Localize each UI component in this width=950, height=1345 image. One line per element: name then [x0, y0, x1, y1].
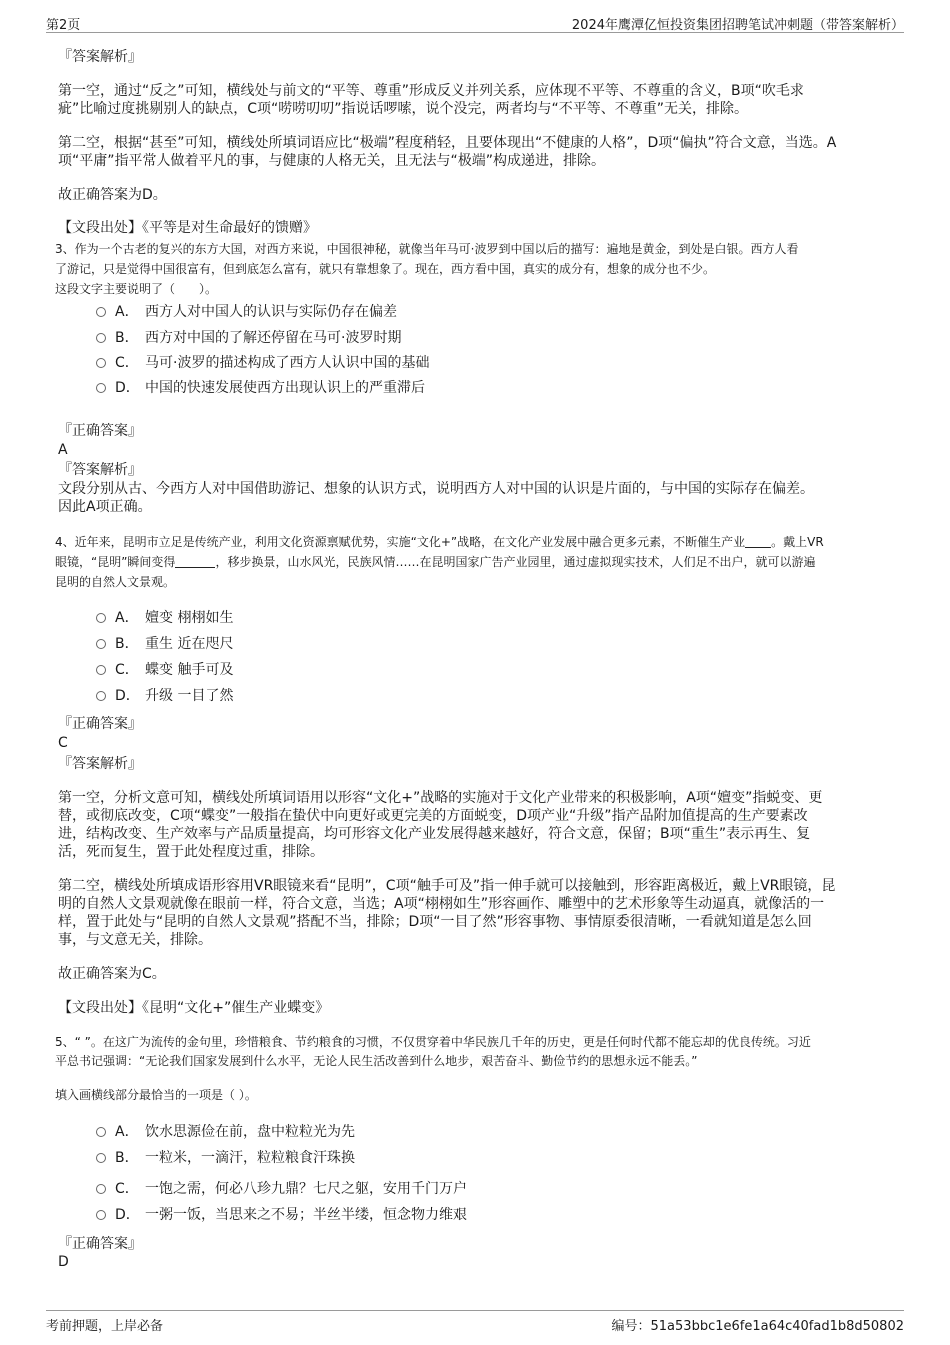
- q2-analysis-p2-line2: 项“平庸”指平常人做着平凡的事，与健康的人格无关，且无法与“极端”构成递进，排除。: [58, 153, 606, 169]
- q3-analysis-line1: 文段分别从古、今西方人对中国借助游记、想象的认识方式，说明西方人对中国的认识是片面的，与中国的实际存在偏差。: [58, 481, 814, 497]
- option-text: 嬗变 栩栩如生: [145, 610, 234, 626]
- option-text: 中国的快速发展使西方出现认识上的严重滞后: [145, 380, 425, 396]
- radio-icon[interactable]: [96, 333, 106, 343]
- q4-analysis-p1-line1: 第一空，分析文意可知，横线处所填词语用以形容“文化+”战略的实施对于文化产业带来的积极影响，A项“嬗变”指蜕变、更: [58, 790, 823, 806]
- q3-analysis-line2: 因此A项正确。: [58, 499, 152, 515]
- document-title: 2024年鹰潭亿恒投资集团招聘笔试冲刺题（带答案解析）: [571, 18, 904, 33]
- option-text: 饮水思源俭在前，盘中粒粒光为先: [145, 1124, 355, 1140]
- radio-icon[interactable]: [96, 1127, 106, 1137]
- q4-source: 【文段出处】《昆明“文化+”催生产业蝶变》: [58, 1000, 330, 1016]
- q4-analysis-p2-line3: 样，置于此处与“昆明的自然人文景观”搭配不当，排除；D项“一目了然”形容事物、事情原委很清晰，一看就知道是怎么回: [58, 914, 812, 930]
- q2-conclusion: 故正确答案为D。: [58, 187, 167, 203]
- q3-stem-line2: 了游记，只是觉得中国很富有，但到底怎么富有，就只有靠想象了。现在，西方看中国，真实的成分有，想象的成分也不少。: [55, 262, 716, 276]
- radio-icon[interactable]: [96, 691, 106, 701]
- q5-stem-line1: 5、“ ”。在这广为流传的金句里，珍惜粮食、节约粮食的习惯，不仅贯穿着中华民族几千年的历史，更是任何时代都不能忘却的优良传统。习近: [55, 1035, 811, 1049]
- option-text: 重生 近在咫尺: [145, 636, 234, 652]
- q4-stem-line2: 眼镜，“昆明”瞬间变得 ，移步换景，山水风光，民族风情……在昆明国家广告产业园里，通过虚拟现实技术，人们足不出户，就可以游遍: [55, 555, 816, 569]
- option-text: 西方对中国的了解还停留在马可·波罗时期: [145, 330, 402, 346]
- fill-blank: [745, 534, 771, 548]
- option-text: 一粥一饭，当思来之不易；半丝半缕，恒念物力维艰: [145, 1207, 467, 1223]
- q5-stem-line2: 平总书记强调：“无论我们国家发展到什么水平，无论人民生活改善到什么地步，艰苦奋斗、勤俭节约的思想永远不能丢。”: [55, 1054, 698, 1068]
- q3-answer-label: 『正确答案』: [58, 423, 142, 439]
- q4-analysis-p1-line3: 进，结构改变、生产效率与产品质量提高，均可形容文化产业发展得越来越好，符合文意，保留；B项“重生”表示再生、复: [58, 826, 811, 842]
- q4-option-c[interactable]: [96, 660, 233, 680]
- q5-option-c[interactable]: [96, 1179, 467, 1199]
- q4-analysis-p2-line4: 事，与文意无关，排除。: [58, 932, 212, 948]
- q2-analysis-p1-line2: 疵”比喻过度挑剔别人的缺点，C项“唠唠叨叨”指说话啰嗦，说个没完，两者均与“不平等、不尊重”无关，排除。: [58, 101, 749, 117]
- option-label: D．: [115, 688, 140, 704]
- q4-option-a[interactable]: [96, 608, 233, 628]
- option-text: 升级 一目了然: [145, 688, 234, 704]
- option-label: C．: [115, 355, 139, 371]
- option-label: A．: [115, 610, 139, 626]
- q3-stem-line1: 3、作为一个古老的复兴的东方大国，对西方来说，中国很神秘，就像当年马可·波罗到中国以后的描写：遍地是黄金，到处是白银。西方人看: [55, 242, 799, 256]
- q2-source: 【文段出处】《平等是对生命最好的馈赠》: [58, 220, 317, 236]
- q4-answer-label: 『正确答案』: [58, 716, 142, 732]
- q4-analysis-p2-line2: 明的自然人文景观就像在眼前一样，符合文意，当选；A项“栩栩如生”形容画作、雕塑中的艺术形象等生动逼真，就像活的一: [58, 896, 825, 912]
- radio-icon[interactable]: [96, 358, 106, 368]
- option-label: D．: [115, 380, 140, 396]
- page-footer: [46, 1310, 904, 1335]
- option-label: B．: [115, 1150, 139, 1166]
- radio-icon[interactable]: [96, 639, 106, 649]
- option-label: A．: [115, 304, 139, 320]
- document-code: 编号：51a53bbc1e6fe1a64c40fad1b8d50802: [611, 1319, 904, 1334]
- q4-conclusion: 故正确答案为C。: [58, 966, 166, 982]
- q2-analysis-p2-line1: 第二空，根据“甚至”可知，横线处所填词语应比“极端”程度稍轻，且要体现出“不健康的人格”，D项“偏执”符合文意，当选。A: [58, 135, 837, 151]
- q3-stem-line3: 这段文字主要说明了（ ）。: [55, 282, 218, 296]
- radio-icon[interactable]: [96, 1210, 106, 1220]
- q3-option-d[interactable]: [96, 378, 425, 398]
- q5-answer: D: [58, 1254, 69, 1270]
- q5-option-d[interactable]: [96, 1205, 467, 1225]
- q5-answer-label: 『正确答案』: [58, 1236, 142, 1252]
- q5-prompt: 填入画横线部分最恰当的一项是（ ）。: [55, 1088, 257, 1102]
- radio-icon[interactable]: [96, 307, 106, 317]
- q4-analysis-p2-line1: 第二空，横线处所填成语形容用VR眼镜来看“昆明”，C项“触手可及”指一伸手就可以接触到，形容距离极近，戴上VR眼镜，昆: [58, 878, 836, 894]
- q3-option-b[interactable]: [96, 328, 401, 348]
- option-text: 一粒米，一滴汗，粒粒粮食汗珠换: [145, 1150, 355, 1166]
- option-label: A．: [115, 1124, 139, 1140]
- option-label: C．: [115, 662, 139, 678]
- page-header: [46, 12, 904, 33]
- option-text: 蝶变 触手可及: [145, 662, 234, 678]
- option-text: 马可·波罗的描述构成了西方人认识中国的基础: [145, 355, 430, 371]
- option-label: C．: [115, 1181, 139, 1197]
- option-text: 一饱之需，何必八珍九鼎？七尺之躯，安用千门万户: [145, 1181, 467, 1197]
- q3-option-a[interactable]: [96, 302, 397, 322]
- option-text: 西方人对中国人的认识与实际仍存在偏差: [145, 304, 397, 320]
- q4-analysis-label: 『答案解析』: [58, 756, 142, 772]
- q3-option-c[interactable]: [96, 353, 429, 373]
- q4-stem-line1: 4、近年来，昆明市立足是传统产业，利用文化资源禀赋优势，实施“文化+”战略，在文化产业发展中融合更多元素，不断催生产业 。戴上VR: [55, 535, 824, 549]
- option-label: B．: [115, 330, 139, 346]
- q4-option-b[interactable]: [96, 634, 233, 654]
- option-label: B．: [115, 636, 139, 652]
- radio-icon[interactable]: [96, 1153, 106, 1163]
- radio-icon[interactable]: [96, 613, 106, 623]
- q4-answer: C: [58, 735, 68, 751]
- fill-blank: [175, 554, 215, 568]
- page-number: 第2页: [46, 18, 81, 33]
- q4-analysis-p1-line2: 替，或彻底改变，C项“蝶变”一般指在蛰伏中向更好或更完美的方面蜕变，D项产业“升级”指产品附加值提高的生产要素改: [58, 808, 808, 824]
- q2-analysis-label: 『答案解析』: [58, 49, 142, 65]
- radio-icon[interactable]: [96, 1184, 106, 1194]
- radio-icon[interactable]: [96, 383, 106, 393]
- q4-analysis-p1-line4: 活，死而复生，置于此处程度过重，排除。: [58, 844, 324, 860]
- q5-option-a[interactable]: [96, 1122, 355, 1142]
- q4-option-d[interactable]: [96, 686, 233, 706]
- q3-answer: A: [58, 442, 68, 458]
- q5-option-b[interactable]: [96, 1148, 355, 1168]
- q4-stem-line3: 昆明的自然人文景观。: [55, 575, 176, 589]
- radio-icon[interactable]: [96, 665, 106, 675]
- q2-analysis-p1-line1: 第一空，通过“反之”可知，横线处与前文的“平等、尊重”形成反义并列关系，应体现不平等、不尊重的含义，B项“吹毛求: [58, 83, 804, 99]
- footer-note: 考前押题，上岸必备: [46, 1319, 164, 1334]
- q3-analysis-label: 『答案解析』: [58, 462, 142, 478]
- option-label: D．: [115, 1207, 140, 1223]
